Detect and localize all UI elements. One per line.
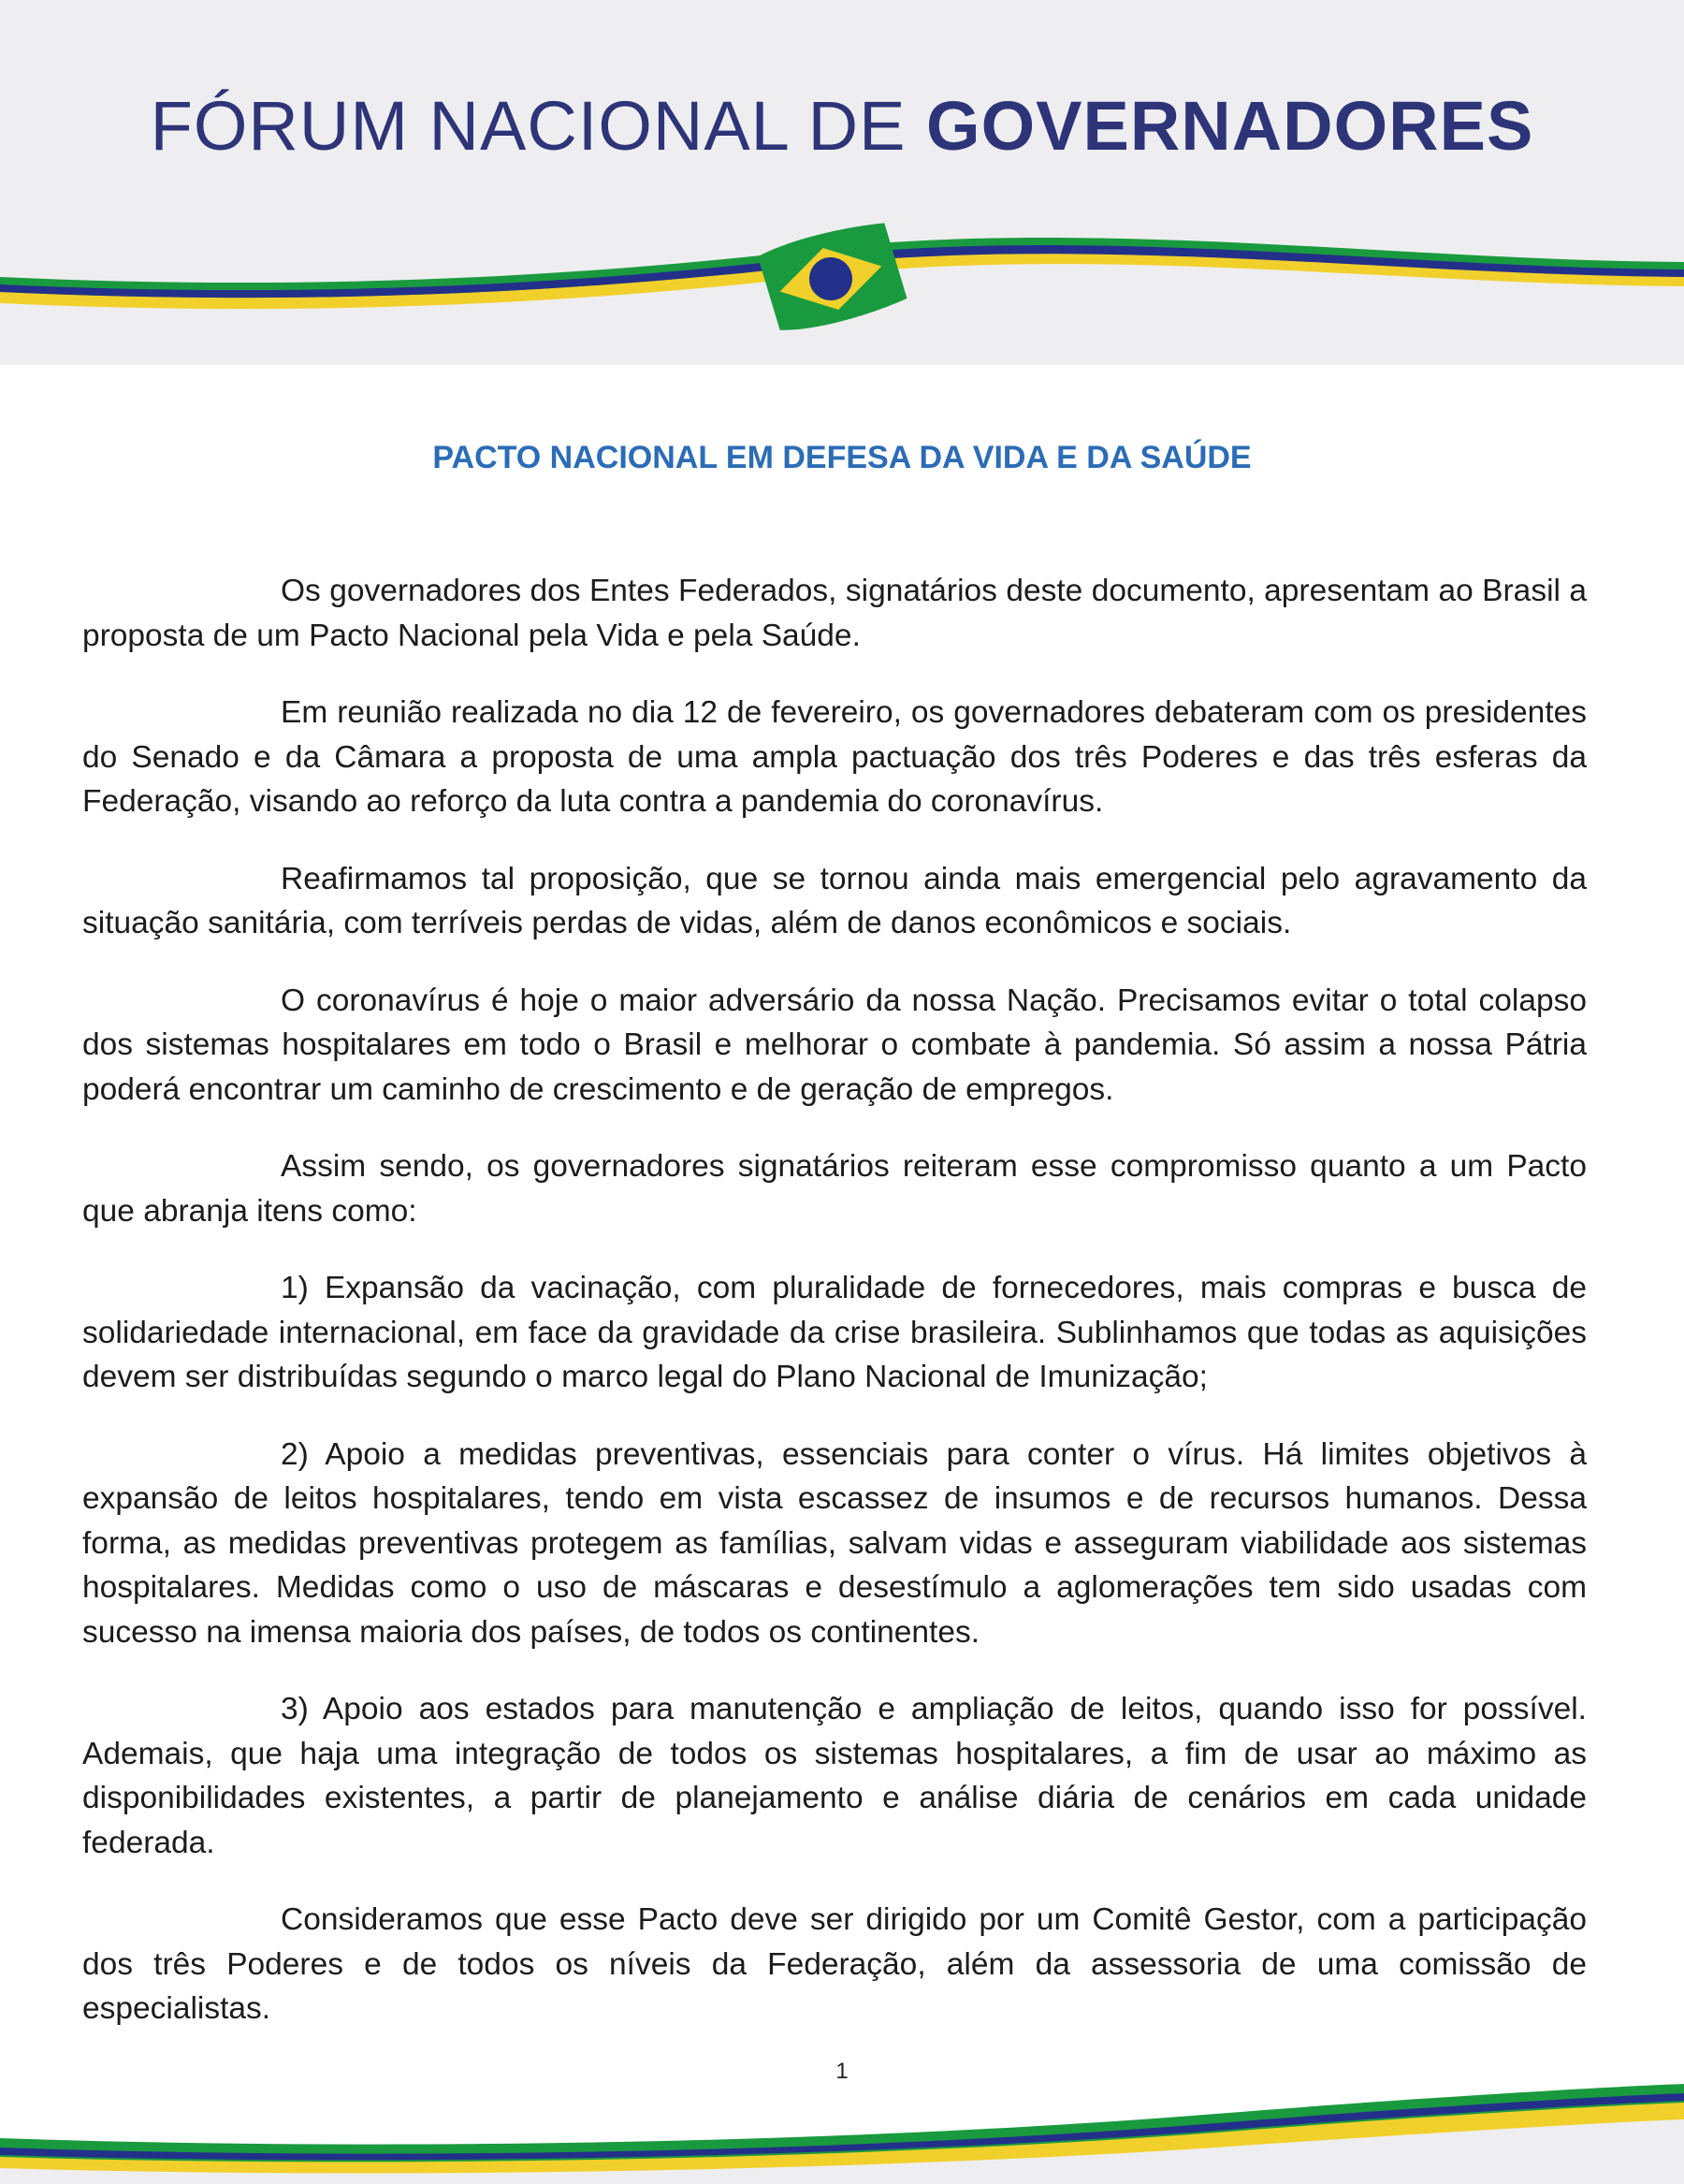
paragraph: 2) Apoio a medidas preventivas, essenciais para conter o vírus. Há limites objetivos à expansão de leitos hospitalares, tendo em vista escassez de insumos e de recursos humanos. Dessa forma, as medidas preventivas protegem as famílias, salvam vidas e asseguram viabilidade aos sistemas hospitalares. Medidas como o uso de máscaras e desestímulo a aglomerações tem sido usadas com sucesso na imensa maioria dos países, de todos os continentes. <box>82 1436 1587 1650</box>
header-ribbon <box>0 206 1684 384</box>
forum-title-bold: GOVERNADORES <box>926 87 1534 165</box>
document-title: PACTO NACIONAL EM DEFESA DA VIDA E DA SAÚDE <box>432 440 1252 475</box>
paragraph: Os governadores dos Entes Federados, signatários deste documento, apresentam ao Brasil a proposta de um Pacto Nacional pela Vida e pela Saúde. <box>82 574 1587 653</box>
paragraph: Em reunião realizada no dia 12 de fevereiro, os governadores debateram com os presidentes do Senado e da Câmara a proposta de uma ampla pactuação dos três Poderes e das três esferas da Federação, visando ao reforço da luta contra a pandemia do coronavírus. <box>82 695 1587 819</box>
paragraph: Consideramos que esse Pacto deve ser dirigido por um Comitê Gestor, com a participação dos três Poderes e de todos os níveis da Federação, além da assessoria de uma comissão de especialistas. <box>82 1902 1587 2026</box>
forum-title <box>0 86 1684 166</box>
paragraph: 3) Apoio aos estados para manutenção e ampliação de leitos, quando isso for possível. Ademais, que haja uma integração de todos os sistemas hospitalares, a fim de usar ao máximo as disponibilidades existentes, a partir de planejamento e análise diária de cenários em cada unidade federada. <box>82 1692 1587 1860</box>
paragraph: O coronavírus é hoje o maior adversário da nossa Nação. Precisamos evitar o total colapso dos sistemas hospitalares em todo o Brasil e melhorar o combate à pandemia. Só assim a nossa Pátria poderá encontrar um caminho de crescimento e de geração de empregos. <box>82 983 1587 1107</box>
paragraph: 1) Expansão da vacinação, com pluralidade de fornecedores, mais compras e busca de solidariedade internacional, em face da gravidade da crise brasileira. Sublinhamos que todas as aquisições devem ser distribuídas segundo o marco legal do Plano Nacional de Imunização; <box>82 1271 1587 1394</box>
paragraph: Assim sendo, os governadores signatários reiteram esse compromisso quanto a um Pacto que abranja itens como: <box>82 1149 1587 1229</box>
paragraph: Reafirmamos tal proposição, que se tornou ainda mais emergencial pelo agravamento da situação sanitária, com terríveis perdas de vidas, além de danos econômicos e sociais. <box>82 861 1587 940</box>
brazil-flag-icon <box>756 218 908 338</box>
document-body <box>82 569 1587 2064</box>
footer-ribbon <box>0 2063 1684 2184</box>
page-number: 1 <box>835 2059 849 2084</box>
forum-title-light: FÓRUM NACIONAL DE <box>150 87 907 165</box>
